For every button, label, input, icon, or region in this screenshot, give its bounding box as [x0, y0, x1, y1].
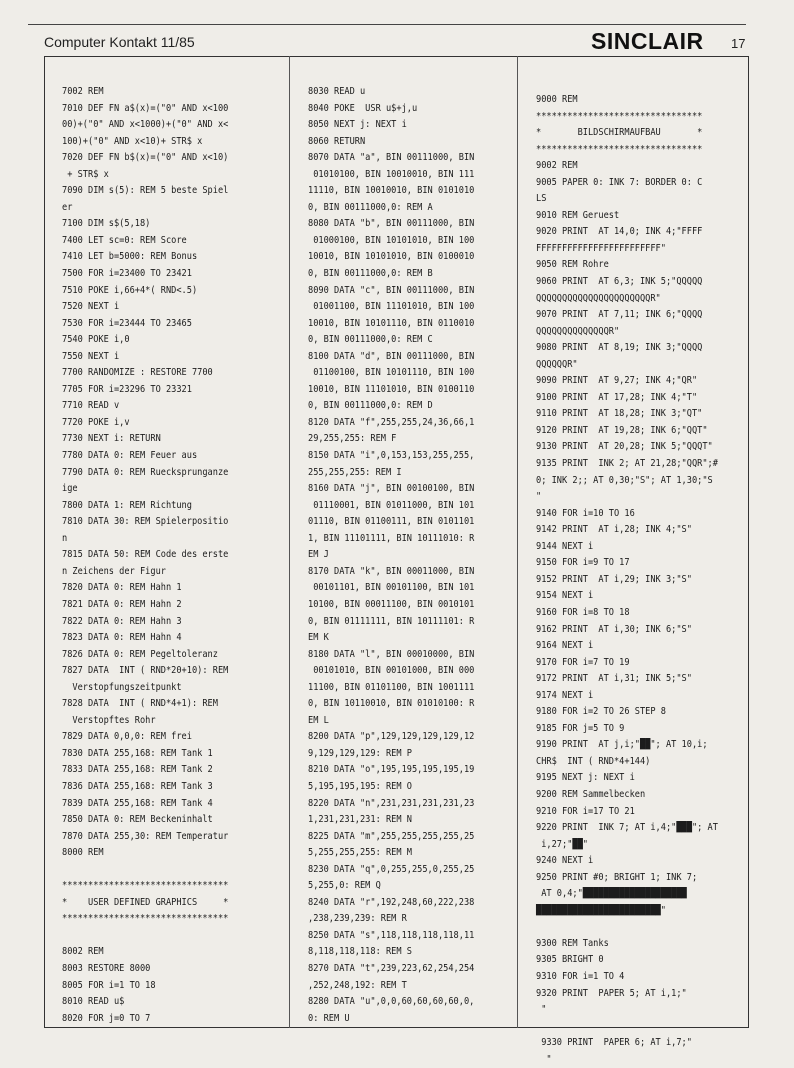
code-line: " [536, 1004, 547, 1016]
code-line: 7820 DATA 0: REM Hahn 1 [62, 582, 182, 594]
code-line: ige [62, 483, 78, 495]
code-line: 8120 DATA "f",255,255,24,36,66,1 [308, 416, 475, 428]
code-line: 9200 REM Sammelbecken [536, 788, 646, 800]
code-line: 9250 PRINT #0; BRIGHT 1; INK 7; [536, 871, 698, 883]
code-line [62, 862, 228, 879]
code-line: 8003 RESTORE 8000 [62, 962, 151, 974]
code-line: " [536, 1053, 552, 1065]
code-line: 10100, BIN 00011100, BIN 0010101 [308, 598, 475, 610]
code-line: 8240 DATA "r",192,248,60,222,238 [308, 896, 475, 908]
magazine-title: Computer Kontakt 11/85 [44, 34, 195, 50]
code-line: 7829 DATA 0,0,0: REM frei [62, 731, 192, 743]
code-line: 00101101, BIN 00101100, BIN 101 [308, 582, 475, 594]
code-line: ,252,248,192: REM T [308, 979, 407, 991]
code-line: 7500 FOR i=23400 TO 23421 [62, 268, 192, 280]
code-line: 7550 NEXT i [62, 350, 120, 362]
code-line: n [62, 532, 68, 544]
code-line: 7790 DATA 0: REM Ruecksprunganze [62, 466, 229, 478]
header-rule [28, 24, 746, 25]
code-line: 7720 POKE i,v [62, 416, 130, 428]
code-line: 29,255,255: REM F [308, 433, 397, 445]
code-line: 9144 NEXT i [536, 540, 594, 552]
code-line: CHR$ INT ( RND*4+144) [536, 755, 651, 767]
code-line: 9020 PRINT AT 14,0; INK 4;"FFFF [536, 226, 703, 238]
code-line: 8002 REM [62, 946, 104, 958]
column-divider [289, 56, 290, 1028]
code-line: 00)+("0" AND x<1000)+("0" AND x< [62, 119, 229, 131]
code-line: + STR$ x [62, 168, 109, 180]
code-line: 8100 DATA "d", BIN 00111000, BIN [308, 350, 475, 362]
code-line: 9110 PRINT AT 18,28; INK 3;"QT" [536, 408, 703, 420]
code-line: 9050 REM Rohre [536, 259, 609, 271]
code-line: 7833 DATA 255,168: REM Tank 2 [62, 764, 213, 776]
code-line: 9100 PRINT AT 17,28; INK 4;"T" [536, 391, 698, 403]
code-line: 9220 PRINT INK 7; AT i,4;"███"; AT [536, 822, 718, 834]
code-line: 7400 LET sc=0: REM Score [62, 234, 187, 246]
code-line: ******************************** [536, 143, 703, 155]
listing-column-2 [308, 84, 474, 1027]
code-line: 11100, BIN 01101100, BIN 1001111 [308, 681, 475, 693]
code-line: 0; INK 2;; AT 0,30;"S"; AT 1,30;"S [536, 474, 713, 486]
code-line: 01100100, BIN 10101110, BIN 100 [308, 367, 475, 379]
code-line: 8160 DATA "j", BIN 00100100, BIN [308, 483, 475, 495]
code-line: 8050 NEXT j: NEXT i [308, 119, 407, 131]
code-line: 1,231,231,231: REM N [308, 814, 412, 826]
code-line: 10010, BIN 11101010, BIN 0100110 [308, 383, 475, 395]
code-line: 8180 DATA "l", BIN 00010000, BIN [308, 648, 475, 660]
code-line: 9080 PRINT AT 8,19; INK 3;"QQQQ [536, 342, 703, 354]
page-number: 17 [731, 36, 746, 51]
code-line: 01110001, BIN 01011000, BIN 101 [308, 499, 475, 511]
code-line: 9300 REM Tanks [536, 937, 609, 949]
code-line: 9180 FOR i=2 TO 26 STEP 8 [536, 706, 666, 718]
code-line: 9164 NEXT i [536, 640, 594, 652]
code-line: 9152 PRINT AT i,29; INK 3;"S" [536, 573, 692, 585]
code-line: 8250 DATA "s",118,118,118,118,11 [308, 929, 475, 941]
code-line: 9002 REM [536, 160, 578, 172]
code-line: ████████████████████████" [536, 904, 666, 916]
code-line: 0, BIN 10110010, BIN 01010100: R [308, 698, 475, 710]
code-line: 7020 DEF FN b$(x)=("0" AND x<10) [62, 152, 229, 164]
code-line: 7510 POKE i,66+4*( RND<.5) [62, 284, 198, 296]
code-line [62, 928, 228, 945]
code-line: 9172 PRINT AT i,31; INK 5;"S" [536, 673, 692, 685]
code-line: 9090 PRINT AT 9,27; INK 4;"QR" [536, 375, 698, 387]
code-line: 7839 DATA 255,168: REM Tank 4 [62, 797, 213, 809]
code-line: 7836 DATA 255,168: REM Tank 3 [62, 780, 213, 792]
code-line [536, 1019, 718, 1036]
code-line: 00101010, BIN 00101000, BIN 000 [308, 665, 475, 677]
code-line: 8280 DATA "u",0,0,60,60,60,60,0, [308, 996, 475, 1008]
code-line: 9305 BRIGHT 0 [536, 954, 604, 966]
code-line: Verstopftes Rohr [62, 714, 156, 726]
code-line: 7850 DATA 0: REM Beckeninhalt [62, 814, 213, 826]
code-line: 0, BIN 00111000,0: REM D [308, 400, 433, 412]
code-line: 7090 DIM s(5): REM 5 beste Spiel [62, 185, 229, 197]
code-line: 7540 POKE i,0 [62, 334, 130, 346]
code-line: 9240 NEXT i [536, 855, 594, 867]
code-line [536, 919, 718, 936]
code-line: 8200 DATA "p",129,129,129,129,12 [308, 731, 475, 743]
code-line: 01000100, BIN 10101010, BIN 100 [308, 234, 475, 246]
code-line: ******************************** [62, 880, 229, 892]
code-line: 8170 DATA "k", BIN 00011000, BIN [308, 565, 475, 577]
code-line: 9160 FOR i=8 TO 18 [536, 606, 630, 618]
code-line: 9120 PRINT AT 19,28; INK 6;"QQT" [536, 424, 708, 436]
code-line: 8010 READ u$ [62, 996, 125, 1008]
code-line: 9185 FOR j=5 TO 9 [536, 722, 625, 734]
code-line: 8005 FOR i=1 TO 18 [62, 979, 156, 991]
code-line: 10010, BIN 10101110, BIN 0110010 [308, 317, 475, 329]
code-line: 9,129,129,129: REM P [308, 747, 412, 759]
section-title: SINCLAIR [591, 28, 704, 54]
code-line: 9142 PRINT AT i,28; INK 4;"S" [536, 524, 692, 536]
code-line: 5,195,195,195: REM O [308, 780, 412, 792]
code-line: EM K [308, 632, 329, 644]
code-line: LS [536, 193, 547, 205]
code-line: 9190 PRINT AT j,i;"██"; AT 10,i; [536, 739, 708, 751]
code-line: 01010100, BIN 10010010, BIN 111 [308, 168, 475, 180]
code-line: EM J [308, 549, 329, 561]
code-line: 9130 PRINT AT 20,28; INK 5;"QQQT" [536, 441, 713, 453]
code-line: 7705 FOR i=23296 TO 23321 [62, 383, 192, 395]
code-line: 8040 POKE USR u$+j,u [308, 102, 418, 114]
code-line: 9174 NEXT i [536, 689, 594, 701]
code-line: 11110, BIN 10010010, BIN 0101010 [308, 185, 475, 197]
code-line: 7810 DATA 30: REM Spielerpositio [62, 516, 229, 528]
code-line: 9135 PRINT INK 2; AT 21,28;"QQR";# [536, 458, 718, 470]
code-line: 8210 DATA "o",195,195,195,195,19 [308, 764, 475, 776]
code-line: 9330 PRINT PAPER 6; AT i,7;" [536, 1037, 692, 1049]
code-line: 8020 FOR j=0 TO 7 [62, 1012, 151, 1024]
code-line: 7700 RANDOMIZE : RESTORE 7700 [62, 367, 213, 379]
code-line: QQQQQQQQQQQQQQQQQQQQQQR" [536, 292, 661, 304]
code-line: 5,255,255,255: REM M [308, 847, 412, 859]
code-line: 0: REM U [308, 1012, 350, 1024]
code-line: 01001100, BIN 11101010, BIN 100 [308, 301, 475, 313]
code-line: 8230 DATA "q",0,255,255,0,255,25 [308, 863, 475, 875]
code-line: 9060 PRINT AT 6,3; INK 5;"QQQQQ [536, 276, 703, 288]
code-line: 5,255,0: REM Q [308, 880, 381, 892]
code-line: 7710 READ v [62, 400, 120, 412]
code-line: 7520 NEXT i [62, 301, 120, 313]
code-line: 7730 NEXT i: RETURN [62, 433, 161, 445]
code-line: 7780 DATA 0: REM Feuer aus [62, 450, 198, 462]
code-line: 9000 REM [536, 94, 578, 105]
code-line: 10010, BIN 10101010, BIN 0100010 [308, 251, 475, 263]
code-line: 8,118,118,118: REM S [308, 946, 412, 958]
code-line: 01110, BIN 01100111, BIN 0101101 [308, 516, 475, 528]
code-line: er [62, 201, 73, 213]
code-line: * USER DEFINED GRAPHICS * [62, 896, 229, 908]
listing-column-3 [536, 92, 718, 1068]
code-line: 8090 DATA "c", BIN 00111000, BIN [308, 284, 475, 296]
code-line: 7870 DATA 255,30: REM Temperatur [62, 830, 229, 842]
code-line: 0, BIN 00111000,0: REM C [308, 334, 433, 346]
code-line: 7815 DATA 50: REM Code des erste [62, 549, 229, 561]
code-line: 8030 READ u [308, 86, 366, 97]
code-line: 9320 PRINT PAPER 5; AT i,1;" [536, 987, 687, 999]
code-line: ******************************** [536, 110, 703, 122]
code-line: 9162 PRINT AT i,30; INK 6;"S" [536, 623, 692, 635]
code-line: ******************************** [62, 913, 229, 925]
code-line: 7828 DATA INT ( RND*4+1): REM [62, 698, 218, 710]
code-line: 0, BIN 00111000,0: REM A [308, 201, 433, 213]
code-line: Verstopfungszeitpunkt [62, 681, 182, 693]
code-line: 7821 DATA 0: REM Hahn 2 [62, 598, 182, 610]
code-line: 8080 DATA "b", BIN 00111000, BIN [308, 218, 475, 230]
code-line: AT 0,4;"████████████████████ [536, 888, 687, 900]
code-line: 7010 DEF FN a$(x)=("0" AND x<100 [62, 102, 229, 114]
code-line: i,27;"██" [536, 838, 588, 850]
code-line: 8150 DATA "i",0,153,153,255,255, [308, 450, 475, 462]
code-line: * BILDSCHIRMAUFBAU * [536, 127, 703, 139]
code-line: 7002 REM [62, 86, 104, 97]
code-line: 7800 DATA 1: REM Richtung [62, 499, 192, 511]
code-line: 7100 DIM s$(5,18) [62, 218, 151, 230]
code-line: 8070 DATA "a", BIN 00111000, BIN [308, 152, 475, 164]
code-line: 7827 DATA INT ( RND*20+10): REM [62, 665, 229, 677]
code-line: 9070 PRINT AT 7,11; INK 6;"QQQQ [536, 309, 703, 321]
code-line: ,238,239,239: REM R [308, 913, 407, 925]
code-line: 8270 DATA "t",239,223,62,254,254 [308, 962, 475, 974]
code-line: 9310 FOR i=1 TO 4 [536, 970, 625, 982]
listing-column-1 [62, 84, 228, 1027]
code-line: 8060 RETURN [308, 135, 366, 147]
code-line: 9210 FOR i=17 TO 21 [536, 805, 635, 817]
code-line: 7823 DATA 0: REM Hahn 4 [62, 632, 182, 644]
code-line: 9150 FOR i=9 TO 17 [536, 557, 630, 569]
code-line: 8225 DATA "m",255,255,255,255,25 [308, 830, 475, 842]
code-line: 9154 NEXT i [536, 590, 594, 602]
code-line: 0, BIN 00111000,0: REM B [308, 268, 433, 280]
code-line: QQQQQQR" [536, 358, 578, 370]
code-line: 8000 REM [62, 847, 104, 859]
code-line: 255,255,255: REM I [308, 466, 402, 478]
code-line: 1, BIN 11101111, BIN 10111010: R [308, 532, 475, 544]
code-line: 0, BIN 01111111, BIN 10111101: R [308, 615, 475, 627]
code-line: QQQQQQQQQQQQQQR" [536, 325, 620, 337]
code-line: 7826 DATA 0: REM Pegeltoleranz [62, 648, 218, 660]
code-line: 7410 LET b=5000: REM Bonus [62, 251, 198, 263]
code-line: 100)+("0" AND x<10)+ STR$ x [62, 135, 203, 147]
code-line: 9170 FOR i=7 TO 19 [536, 656, 630, 668]
code-line: " [536, 491, 542, 503]
code-line: FFFFFFFFFFFFFFFFFFFFFFFF" [536, 242, 666, 254]
code-line: EM L [308, 714, 329, 726]
code-line: 7530 FOR i=23444 TO 23465 [62, 317, 192, 329]
code-line: 7830 DATA 255,168: REM Tank 1 [62, 747, 213, 759]
code-line: 8220 DATA "n",231,231,231,231,23 [308, 797, 475, 809]
code-line: 9195 NEXT j: NEXT i [536, 772, 635, 784]
code-line: 9010 REM Geruest [536, 209, 620, 221]
code-line: 7822 DATA 0: REM Hahn 3 [62, 615, 182, 627]
column-divider [517, 56, 518, 1028]
code-line: 9140 FOR i=10 TO 16 [536, 507, 635, 519]
code-line: 9005 PAPER 0: INK 7: BORDER 0: C [536, 176, 703, 188]
code-line: n Zeichens der Figur [62, 565, 166, 577]
